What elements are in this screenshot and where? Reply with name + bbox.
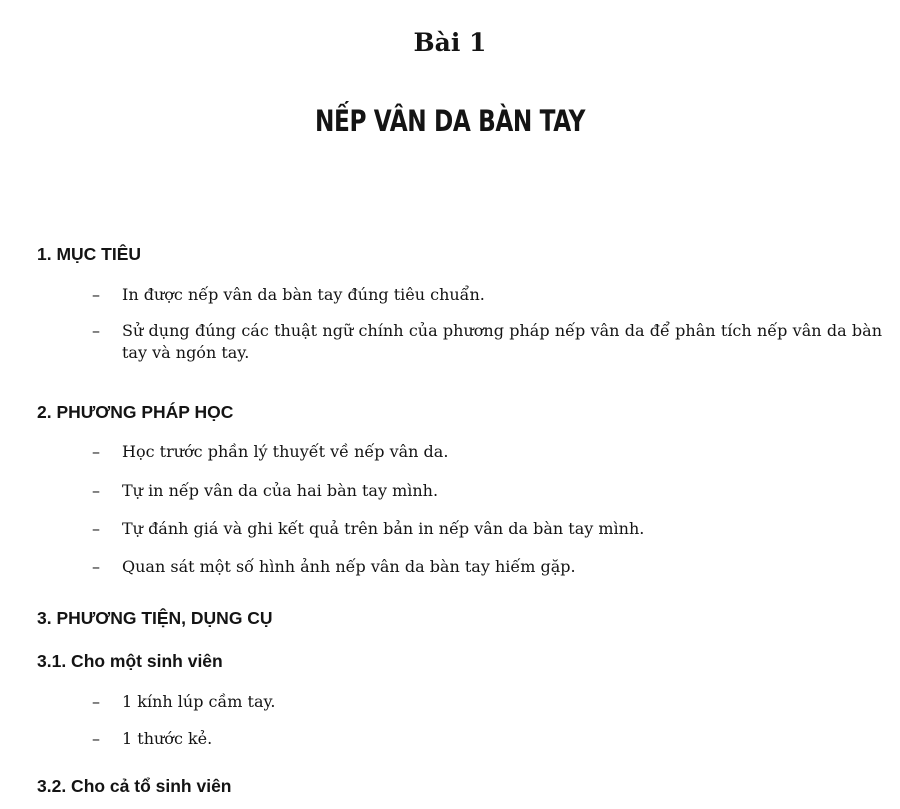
list-item-text: Tự đánh giá và ghi kết quả trên bản in nếp vân da bàn tay mình. xyxy=(122,519,645,538)
section-heading-methods: 2. PHƯƠNG PHÁP HỌC xyxy=(37,402,234,422)
list-item xyxy=(92,320,882,364)
list-item xyxy=(92,691,882,713)
list-item xyxy=(92,556,882,578)
dash-bullet: – xyxy=(92,729,100,748)
list-item-text: 1 thước kẻ. xyxy=(122,729,213,748)
dash-bullet: – xyxy=(92,519,100,538)
list-item-text: Sử dụng đúng các thuật ngữ chính của phương pháp nếp vân da để phân tích nếp vân da bàn tay và ngón tay. xyxy=(122,321,882,362)
list-item xyxy=(92,728,882,750)
list-item xyxy=(92,480,882,502)
dash-bullet: – xyxy=(92,481,100,500)
list-item xyxy=(92,518,882,540)
dash-bullet: – xyxy=(92,285,100,304)
dash-bullet: – xyxy=(92,321,100,340)
section-heading-equipment: 3. PHƯƠNG TIỆN, DỤNG CỤ xyxy=(37,608,273,628)
list-item-text: Tự in nếp vân da của hai bàn tay mình. xyxy=(122,481,439,500)
list-item-text: In được nếp vân da bàn tay đúng tiêu chuẩn. xyxy=(122,285,485,304)
list-item-text: Học trước phần lý thuyết về nếp vân da. xyxy=(122,442,449,461)
list-item-text: Quan sát một số hình ảnh nếp vân da bàn tay hiếm gặp. xyxy=(122,557,576,576)
dash-bullet: – xyxy=(92,557,100,576)
lesson-number: Bài 1 xyxy=(413,28,487,57)
dash-bullet: – xyxy=(92,692,100,711)
subsection-heading-per-student: 3.1. Cho một sinh viên xyxy=(37,651,223,671)
list-item-text: 1 kính lúp cầm tay. xyxy=(122,692,276,711)
section-heading-objectives: 1. MỤC TIÊU xyxy=(37,244,142,264)
list-item xyxy=(92,284,882,306)
list-item xyxy=(92,441,882,463)
lesson-title: NẾP VÂN DA BÀN TAY xyxy=(315,104,585,138)
dash-bullet: – xyxy=(92,442,100,461)
subsection-heading-per-group: 3.2. Cho cả tổ sinh viên xyxy=(37,776,232,796)
